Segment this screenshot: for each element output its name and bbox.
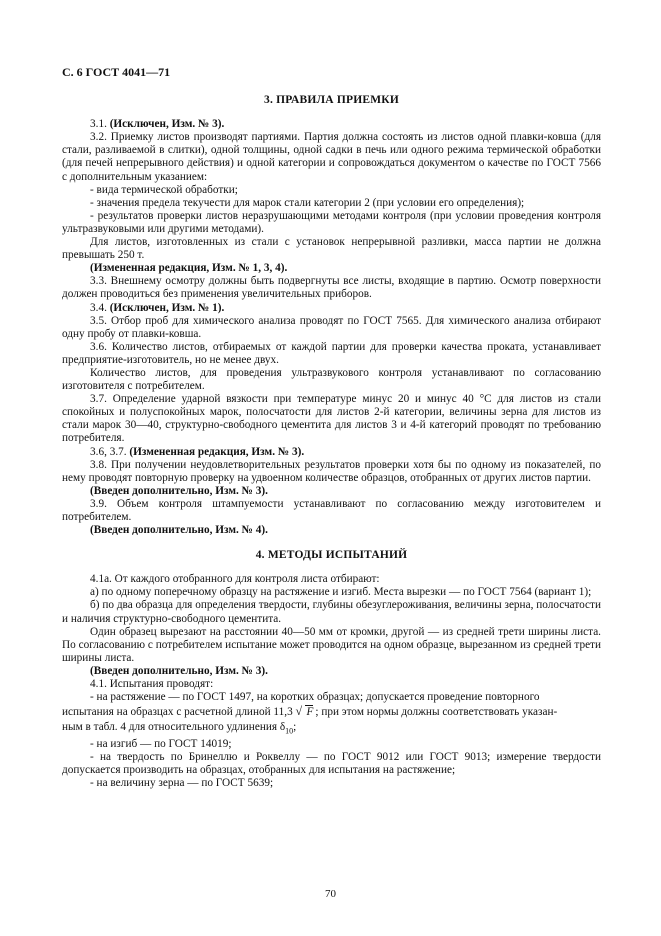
list-item: - значения предела текучести для марок стали категории 2 (при условии его определения); [90, 196, 525, 209]
list-item: - на изгиб — по ГОСТ 14019; [90, 737, 232, 750]
list-item: - на твердость по Бринеллю и Роквеллу — по ГОСТ 9012 или ГОСТ 9013; измерение твердости допускается производить на образцах, отобранных для испытания на растяжение; [62, 750, 601, 776]
clause-4-1a: 4.1а. От каждого отобранного для контроля листа отбирают: [90, 573, 380, 586]
amendment-note: 3.6, 3.7. (Измененная редакция, Изм. № 3). [90, 445, 305, 458]
list-item: а) по одному поперечному образцу на растяжение и изгиб. Места вырезки — по ГОСТ 7564 (вариант 1); [90, 586, 592, 599]
paragraph-sample-location: Один образец вырезают на расстоянии 40—50 мм от кромки, другой — из средней трети ширины листа. По согласованию с потребителем испытание может проводится на одном образце, вырезанном из средней трети ширины листа. [62, 625, 601, 664]
section-3-title: 3. ПРАВИЛА ПРИЕМКИ [264, 94, 399, 107]
amendment-note: (Введен дополнительно, Изм. № 3). [90, 664, 268, 677]
square-root-formula: √ F [295, 704, 314, 719]
clause-3-6-continued: Количество листов, для проведения ультразвукового контроля устанавливают по согласованию изготовителя с потребителем. [62, 366, 601, 393]
tensile-continued: ным в табл. 4 для относительного удлинения $\delta_{10}$; [62, 721, 297, 736]
page-number: 70 [325, 888, 336, 900]
running-head: С. 6 ГОСТ 4041—71 [62, 65, 171, 79]
clause-4-1: 4.1. Испытания проводят: [90, 678, 214, 691]
amendment-note: (Измененная редакция, Изм. № 1, 3, 4). [90, 262, 288, 275]
list-item: - результатов проверки листов неразрушающими методами контроля (при условии проведения контроля ультразвуковыми или другими методами). [62, 209, 601, 235]
clause-3-4: 3.4. (Исключен, Изм. № 1). [90, 301, 225, 314]
clause-3-6: 3.6. Количество листов, отбираемых от каждой партии для проверки качества проката, устанавливает предприятие-изготовитель, но не менее двух. [62, 340, 601, 366]
paragraph-continuous-casting: Для листов, изготовленных из стали с установок непрерывной разливки, масса партии не должна превышать 250 т. [62, 236, 601, 262]
list-item-tensile: - на растяжение — по ГОСТ 1497, на коротких образцах; допускается проведение повторного [90, 691, 540, 704]
list-item: - на величину зерна — по ГОСТ 5639; [90, 776, 274, 789]
list-item: б) по два образца для определения твердости, глубины обезуглероживания, величины зерна, полосчатости и наличия структурно-свободного цементита. [62, 599, 601, 625]
clause-3-7: 3.7. Определение ударной вязкости при температуре минус 20 и минус 40 °С для листов из стали спокойных и полуспокойных марок, полосчатости для листов 2-й категории, величины зерна для листов из стали марок 30—40, структурно-свободного цементита для листов 3 и 4-й категорий проводят по требованию потребителя. [62, 393, 601, 445]
clause-3-9: 3.9. Объем контроля штампуемости устанавливают по согласованию между изготовителем и потребителем. [62, 497, 601, 523]
list-item: - вида термической обработки; [90, 183, 238, 196]
clause-3-5: 3.5. Отбор проб для химического анализа проводят по ГОСТ 7565. Для химического анализа отбирают одну пробу от плавки-ковша. [62, 314, 601, 340]
tensile-formula-line: испытания на образцах с расчетной длиной 11,3 √ F ; при этом нормы должны соответствовать указан- [62, 704, 601, 721]
amendment-note: (Введен дополнительно, Изм. № 3). [90, 484, 268, 497]
clause-3-2: 3.2. Приемку листов производят партиями. Партия должна состоять из листов одной плавки-ковша (для стали, разливаемой в слитки), одной толщины, одной садки в печь или одного режима термической обработки (для печей непрерывного действия) и одной категории и сопровождаться документом о качестве по ГОСТ 7566 с дополнительным указанием: [62, 131, 601, 183]
clause-3-8: 3.8. При получении неудовлетворительных результатов проверки хотя бы по одному из показателей, по нему проводят повторную проверку на удвоенном количестве образцов, отобранных от других листов партии. [62, 458, 601, 484]
section-4-title: 4. МЕТОДЫ ИСПЫТАНИЙ [255, 549, 408, 562]
amendment-note: (Введен дополнительно, Изм. № 4). [90, 524, 268, 537]
clause-3-1: 3.1. (Исключен, Изм. № 3). [90, 118, 225, 131]
clause-3-3: 3.3. Внешнему осмотру должны быть подвергнуты все листы, входящие в партию. Осмотр поверхности должен проводиться без применения увеличительных приборов. [62, 275, 601, 301]
